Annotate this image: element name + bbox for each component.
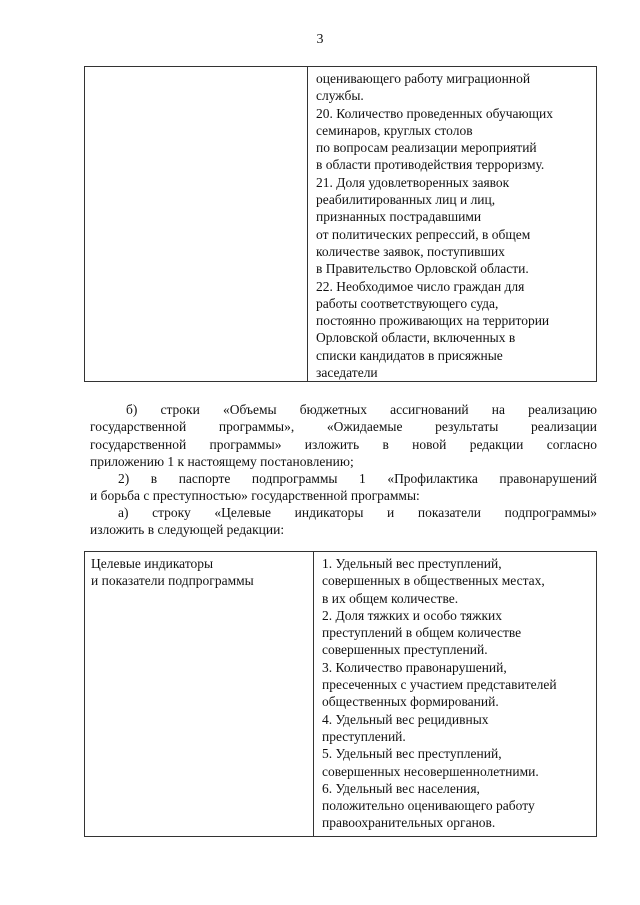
paragraph-line: а) строку «Целевые индикаторы и показатели подпрограммы»	[118, 505, 597, 520]
table-line: преступлений.	[322, 728, 406, 744]
table-line: 21. Доля удовлетворенных заявок	[316, 174, 510, 190]
table-line: преступлений в общем количестве	[322, 625, 522, 641]
table-line: от политических репрессий, в общем	[316, 226, 531, 242]
table-line: списки кандидатов в присяжные	[316, 347, 503, 363]
table-line: по вопросам реализации мероприятий	[316, 140, 537, 156]
table-line: общественных формирований.	[322, 694, 499, 710]
table-line: 20. Количество проведенных обучающих	[316, 105, 553, 121]
indicators-label-cell	[85, 552, 314, 837]
target-indicators-table	[84, 551, 597, 837]
paragraph-b	[90, 401, 597, 470]
table-line: постоянно проживающих на территории	[316, 313, 550, 329]
paragraph-line: б) строки «Объемы бюджетных ассигнований на реализацию	[126, 402, 597, 417]
table-line: количестве заявок, поступивших	[316, 243, 505, 259]
table-line: в их общем количестве.	[322, 590, 459, 606]
paragraph-line: 2) в паспорте подпрограммы 1 «Профилактика правонарушений	[118, 471, 597, 486]
paragraph-line: приложению 1 к настоящему постановлению;	[90, 453, 354, 469]
page-number: 3	[316, 32, 324, 47]
paragraph-line: государственной программы», «Ожидаемые результаты реализации	[90, 419, 597, 435]
table-line: и показатели подпрограммы	[91, 573, 254, 589]
table-line: 2. Доля тяжких и особо тяжких	[322, 607, 502, 623]
table-line: в области противодействия терроризму.	[316, 157, 545, 173]
table-line: пресеченных с участием представителей	[322, 677, 557, 693]
paragraph-line: изложить в следующей редакции:	[90, 522, 285, 538]
table-line: заседатели	[316, 365, 378, 381]
table-line: признанных пострадавшими	[316, 209, 482, 225]
table-line: 3. Количество правонарушений,	[322, 659, 507, 675]
table-line: 1. Удельный вес преступлений,	[322, 556, 502, 571]
table-left-cell-empty	[85, 67, 308, 382]
table-line: Орловской области, включенных в	[316, 330, 516, 346]
table-line: 6. Удельный вес населения,	[322, 780, 480, 796]
paragraph-a	[90, 504, 597, 539]
table-line: 5. Удельный вес преступлений,	[322, 746, 502, 762]
table-line: реабилитированных лиц и лиц,	[316, 192, 496, 208]
paragraph-line: и борьба с преступностью» государственной программы:	[90, 488, 420, 504]
table-line: положительно оценивающего работу	[322, 798, 535, 814]
table-line: службы.	[316, 88, 364, 104]
table-line: работы соответствующего суда,	[316, 295, 499, 311]
table-right-cell	[308, 67, 597, 382]
table-line: совершенных несовершеннолетними.	[322, 763, 539, 779]
indicators-list-cell	[314, 552, 597, 837]
table-line: 22. Необходимое число граждан для	[316, 278, 525, 294]
paragraph-line: государственной программы» изложить в новой редакции согласно	[90, 436, 597, 452]
table-line: Целевые индикаторы	[91, 556, 214, 571]
table-line: совершенных преступлений.	[322, 642, 488, 658]
table-line: правоохранительных органов.	[322, 815, 496, 831]
table-line: оценивающего работу миграционной	[316, 71, 531, 86]
table-line: в Правительство Орловской области.	[316, 261, 529, 277]
table-line: совершенных в общественных местах,	[322, 573, 545, 589]
table-line: семинаров, круглых столов	[316, 122, 473, 138]
indicators-table-continued	[84, 66, 597, 382]
paragraph-2	[90, 470, 597, 505]
table-line: 4. Удельный вес рецидивных	[322, 711, 489, 727]
